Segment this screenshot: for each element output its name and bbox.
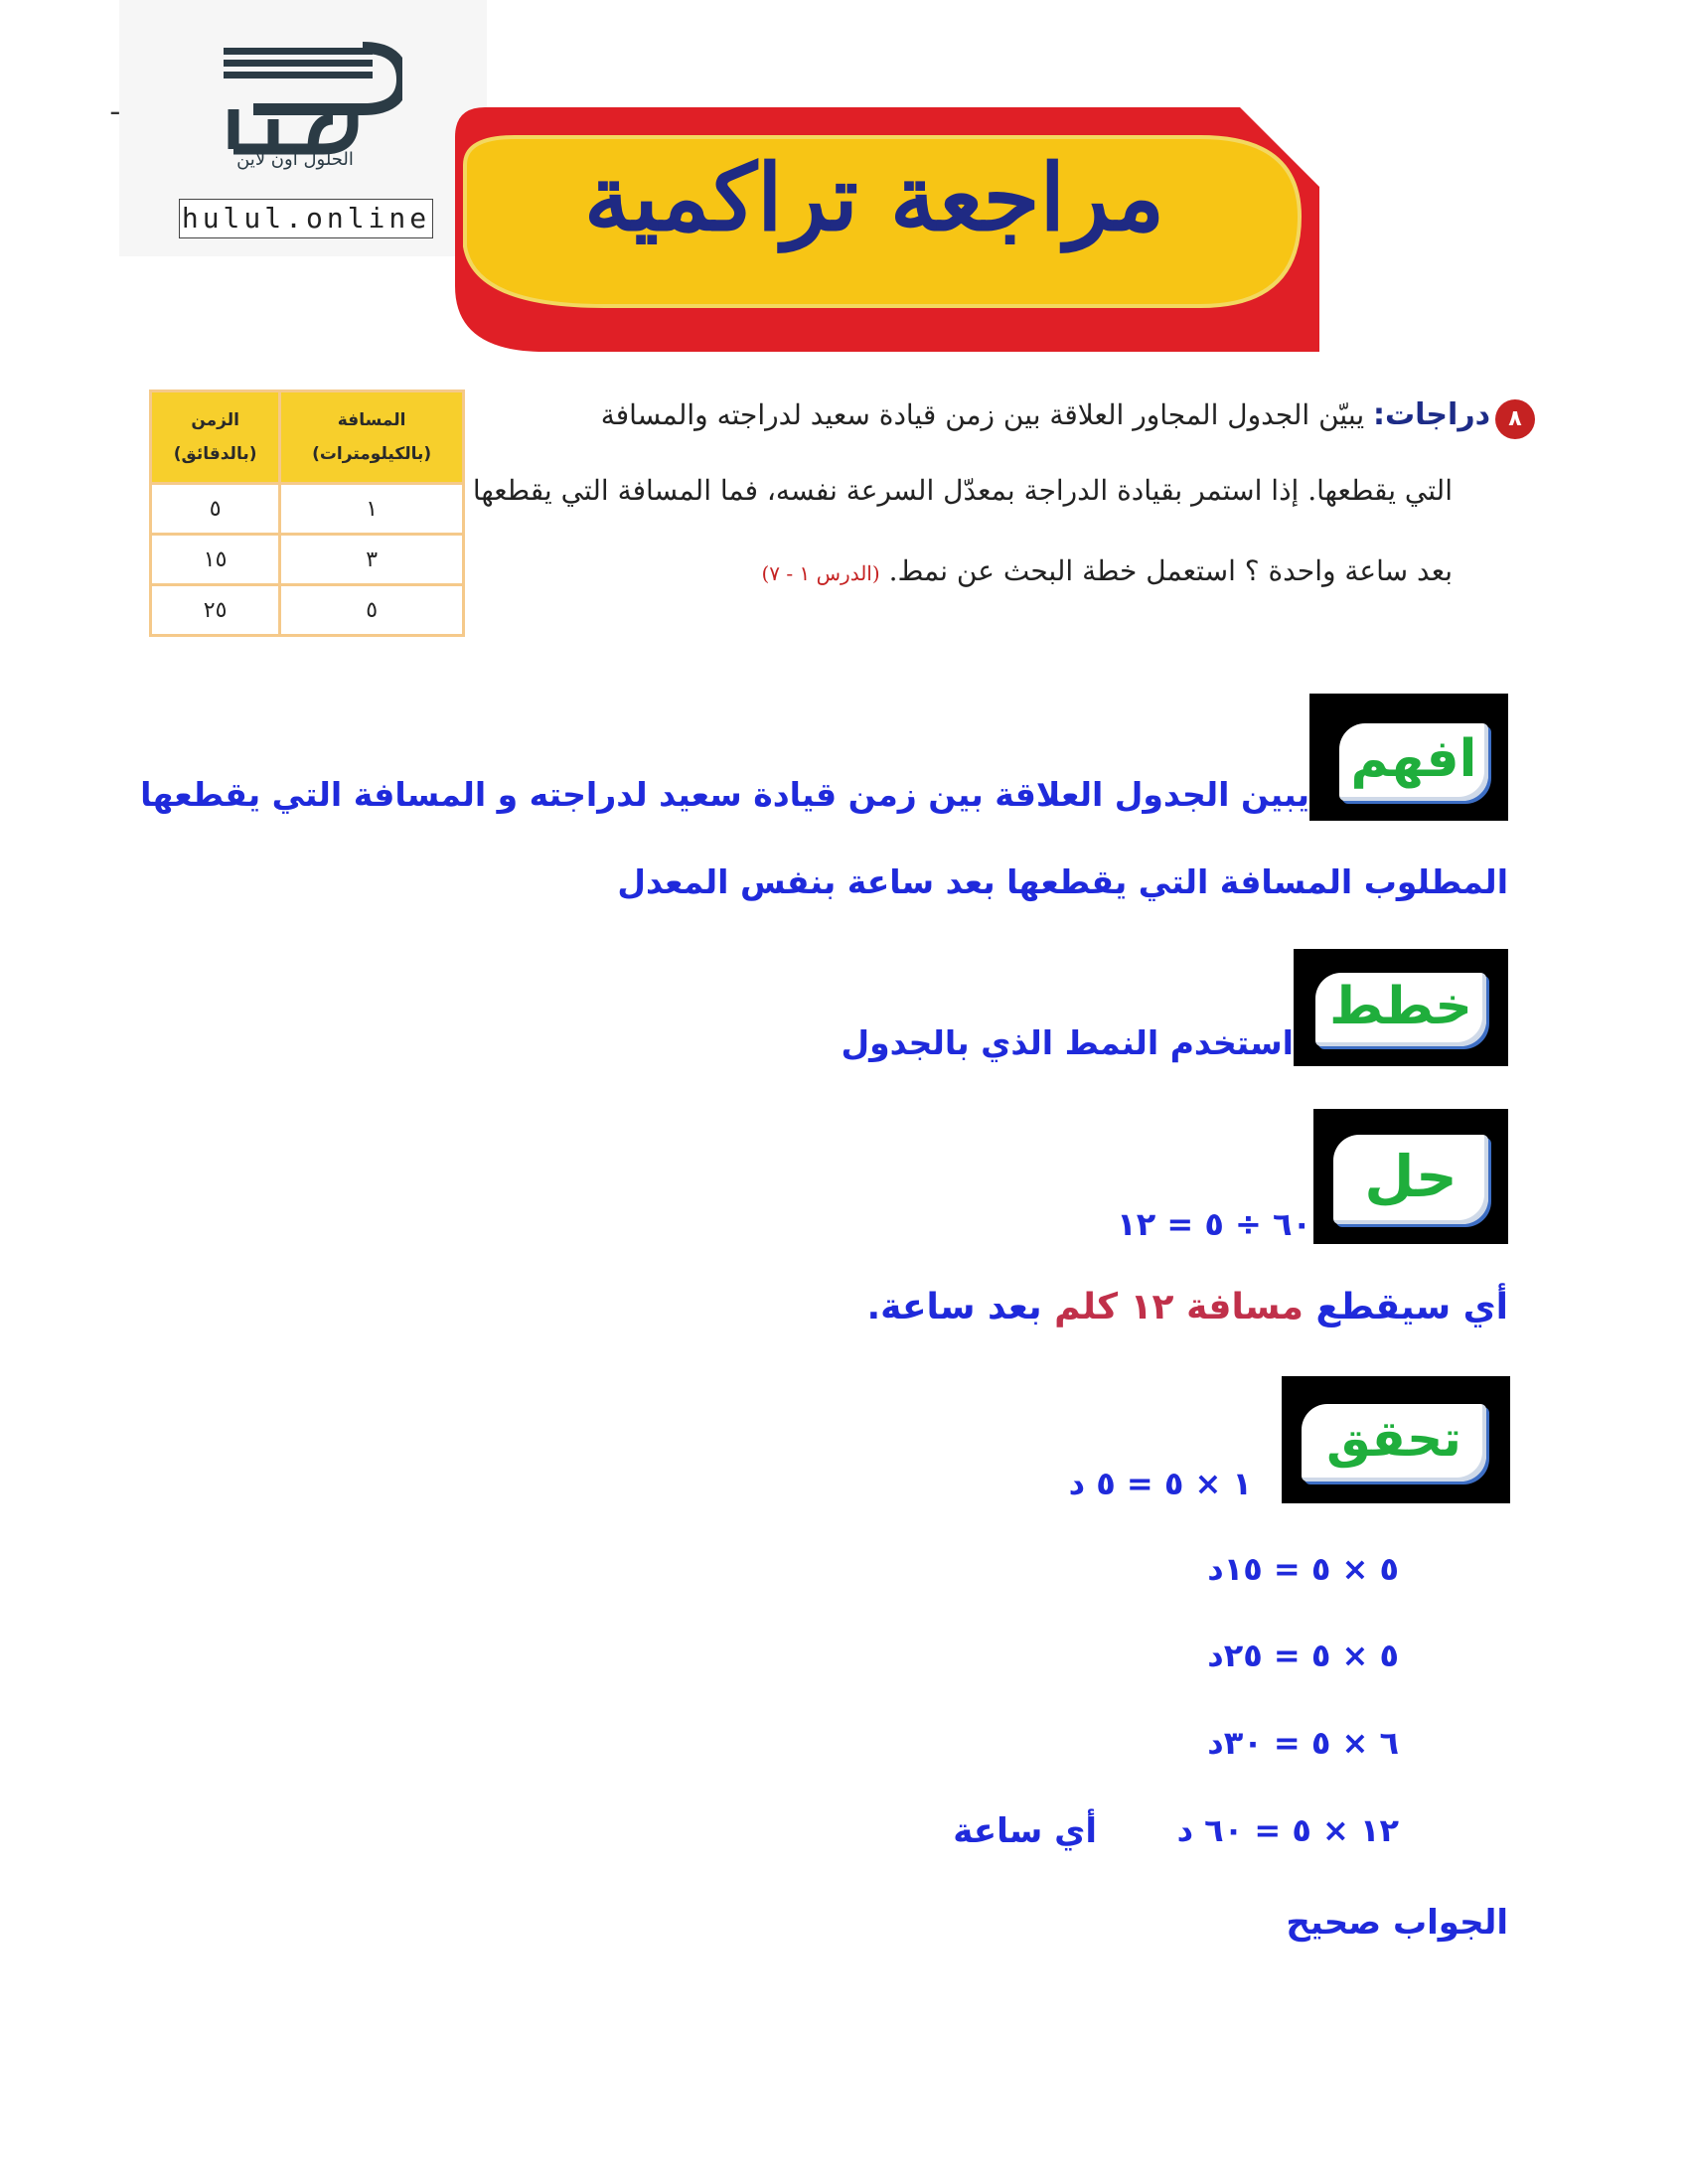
check-line-1: ١ × ٥ = ٥ د bbox=[1068, 1465, 1252, 1502]
distance-cell: ١ bbox=[280, 484, 464, 535]
header-distance-title: المسافة bbox=[337, 410, 406, 430]
question-line-3 bbox=[761, 554, 1453, 587]
solve-label-text: حل bbox=[1364, 1143, 1458, 1210]
distance-cell: ٣ bbox=[280, 535, 464, 585]
check-label-text: تحقق bbox=[1326, 1410, 1461, 1468]
header-time-title: الزمن bbox=[191, 410, 239, 430]
check-line-2: ٥ × ٥ = ١٥د bbox=[1207, 1550, 1399, 1588]
check-hour-note: أي ساعة bbox=[953, 1811, 1097, 1851]
question-line-2: التي يقطعها. إذا استمر بقيادة الدراجة بمعدّل السرعة نفسه، فما المسافة التي يقطعها bbox=[472, 474, 1453, 507]
table-row bbox=[151, 484, 464, 535]
plan-step-label bbox=[1294, 949, 1508, 1066]
solve-step-label bbox=[1313, 1109, 1508, 1244]
question-text-3: بعد ساعة واحدة ؟ استعمل خطة البحث عن نمط. bbox=[888, 554, 1453, 587]
table-header-distance bbox=[280, 391, 464, 484]
check-step-label bbox=[1282, 1376, 1510, 1503]
distance-cell: ٥ bbox=[280, 585, 464, 636]
time-distance-table bbox=[149, 390, 465, 637]
question-line-1 bbox=[601, 397, 1490, 432]
solve-result-highlight: مسافة ١٢ كلم bbox=[1054, 1287, 1304, 1327]
time-cell: ٥ bbox=[151, 484, 280, 535]
check-line-4: ٦ × ٥ = ٣٠د bbox=[1207, 1724, 1399, 1762]
understand-label-text: افهم bbox=[1350, 729, 1477, 789]
solve-result-c: بعد ساعة. bbox=[866, 1287, 1055, 1327]
lesson-reference: (الدرس ١ - ٧) bbox=[761, 561, 880, 585]
header-time-unit: (بالدقائق) bbox=[173, 444, 257, 464]
plan-label-text: خطط bbox=[1329, 977, 1472, 1036]
time-cell: ٢٥ bbox=[151, 585, 280, 636]
header-distance-unit: (بالكيلومترات) bbox=[312, 444, 432, 464]
time-cell: ١٥ bbox=[151, 535, 280, 585]
understand-line-2: المطلوب المسافة التي يقطعها بعد ساعة بنفس المعدل bbox=[617, 862, 1508, 901]
corner-mark: ـ bbox=[111, 91, 119, 121]
check-line-3: ٥ × ٥ = ٢٥د bbox=[1207, 1637, 1399, 1674]
table-header-time bbox=[151, 391, 280, 484]
logo-url: hulul.online bbox=[179, 199, 433, 238]
plan-line-1: استخدم النمط الذي بالجدول bbox=[841, 1023, 1294, 1062]
solve-result-a: أي سيقطع bbox=[1303, 1287, 1508, 1327]
question-number-badge: ٨ bbox=[1495, 399, 1535, 439]
solve-result bbox=[866, 1287, 1508, 1327]
question-text-1: يبيّن الجدول المجاور العلاقة بين زمن قيادة سعيد لدراجته والمسافة bbox=[600, 398, 1365, 431]
understand-step-label bbox=[1309, 694, 1508, 821]
solve-equation: ٦٠ ÷ ٥ = ١٢ bbox=[1117, 1205, 1311, 1243]
banner-title: مراجعة تراكمية bbox=[583, 144, 1165, 251]
question-heading: دراجات: bbox=[1373, 397, 1490, 432]
check-line-5: ١٢ × ٥ = ٦٠ د bbox=[1176, 1811, 1399, 1849]
table-row bbox=[151, 535, 464, 585]
check-conclusion: الجواب صحيح bbox=[1286, 1903, 1508, 1943]
table-row bbox=[151, 585, 464, 636]
logo-tagline: الحلول أون لاين bbox=[236, 149, 354, 170]
understand-line-1: يبين الجدول العلاقة بين زمن قيادة سعيد لدراجته و المسافة التي يقطعها bbox=[140, 775, 1309, 814]
